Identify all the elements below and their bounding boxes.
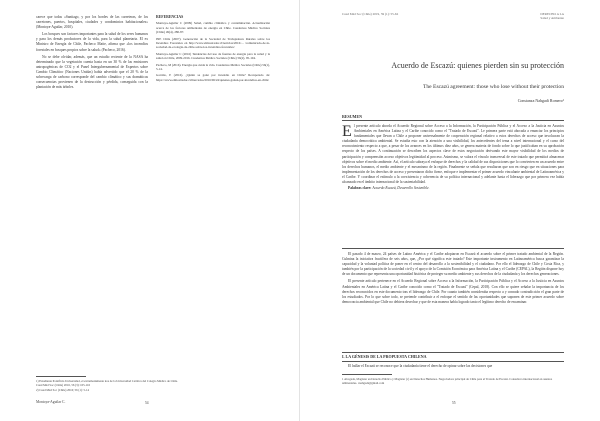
section-paragraph: El hallar el Escazú se reconoce que la ciudadanía tiene el derecho de opinar sobre las decisiones que: [348, 364, 493, 368]
left-column-text: [36, 15, 148, 92]
abstract-rule: [342, 248, 564, 249]
resumen-rule: [342, 120, 564, 121]
section-rule-bottom: [342, 361, 564, 362]
reference-item: Pacheco, M (2016). Energía que cuida la vida. Cuadernos Médico Sociales (Chile) 56(1), 5-14.: [156, 62, 270, 72]
body-paragraph: El pasado 4 de marzo, 24 países de Latino América y el Caribe adoptaron en Escazú el acuerdo sobre el primer tratado ambiental de la Región. Culmina la iniciativa fructífera de seis años, que, ¿Por qué significa este tratado? Este importante instrumento en Latinoamérica busca garantizar la capacidad y la voluntad política de poner en el centro del desarrollo a la sostenibilidad y el ciudadano. Por ello el liderazgo de Chile y Costa Rica, y también por la participación de la sociedad civil y el apoyo de la Comisión Económica para América Latina y el Caribe (CEPAL), la Región dispone hoy de un documento que representa una oportunidad histórica de proteger su medio ambiente y sus derechos de la ciudadanía y los derechos generaciones.: [342, 252, 564, 277]
body-text: [342, 252, 564, 307]
reference-item: Montoya-Aguilar C (2009) Salud, cambio climático y contaminación. Actualización acerca de los factores ambientales de energía en Chile. Cuadernos Médico Sociales (Chile) 49(4), 280-87.: [156, 21, 270, 35]
reference-item: INE Chile (2007). Generación de la Sociedad de Trabajadores Rurales sobre los Incendios Forestales en http://www.elmostrador.cl/noticias/2016/... /comunicado-de-la-sociedad-de-ecologia-de-chile-sobre-los-incendios-forestales/: [156, 36, 270, 50]
journal-header: Cuad Méd Soc (Chile) 2019, 59 (1): 55-62: [342, 12, 399, 16]
left-paragraph: carece que todas «Santiago, y por los bordes de las carreteras, de los carretones, puertos, hospitales, ciudades y condominios habitacionales» (Montoya-Aguilar, 2010).: [36, 15, 148, 30]
footnote-line: Cuad Méd Soc (Chile) 2016, 56 (3): 105-116: [36, 383, 91, 388]
keywords-label: Palabras clave:: [348, 186, 372, 191]
body-paragraph: El presente artículo pertenece en el Acuerdo Regional sobre Acceso a la Información, la Participación Pública y el Acceso a la Justicia en Asuntos Ambientales en América Latina y el Caribe conocido como el "Tratado de Escazú" (Cepal, 2018). Con ello se quiere señalar la importancia de los derechos reconocidos en este documento tras el liderazgo de Chile. Por cuanto también consideraba respecto a y conrado contradicción el gran parte de los estudiados. Por lo que sobre todo, se pretende contribuir a el enfoque el sentido de las oportunidades que suponen de este primer acuerdo sobre democracia ambiental que Chile no debiera desechar y que de esta manera había logrado tanto el legítimo derecho de encaminar.: [342, 279, 564, 304]
abstract-text: [342, 124, 564, 185]
left-author-footer: Montoya-Aguilar C.: [36, 400, 66, 404]
right-page: [300, 0, 600, 421]
right-footnote-divider: [342, 374, 392, 375]
footnote-line: 1) Estudiante Pontificia Universidad, el extremadamente tres de la Universidad Católica del Colegio Médico de Chile.: [36, 379, 178, 383]
footnote-divider: [36, 376, 86, 377]
abstract-block: [342, 124, 564, 193]
left-page-number: 54: [145, 401, 149, 405]
footnote-line: 2) Cuad Méd Soc (Chile) 2016; 56 (1): 5-14: [36, 387, 89, 392]
article-title: Acuerdo de Escazú: quienes pierden sin su protección: [391, 61, 564, 70]
keywords-text: Acuerdo Escazú, Desarrollo Sostenible.: [372, 186, 430, 191]
dropcap-letter: E: [342, 123, 352, 140]
reference-item: Montoya-Aguilar C (2016) Tendencias del uso de fuentes de energía para la salud y la salud en Chile, 2009-2016. Cuadernos Médico Sociales (Chile) 56(2), 95-104.: [156, 51, 270, 61]
article-subtitle: The Escazú agreement: those who lose without their protection: [422, 84, 564, 90]
section-heading: I. LA GÉNESIS DE LA PROPUESTA CHILENA: [342, 354, 427, 359]
section-header: [540, 12, 564, 20]
right-page-number: 55: [452, 401, 456, 405]
left-paragraph: Los bosques son factores importantes para la salud de los seres humanos y para los demás productores de la vida, para la salud planetaria. El ex Ministro de Energía de Chile, Pacheco Matte, afirma que «los incendios forestales en bosques propios sobre la salud» (Pacheco, 2016).: [36, 32, 148, 52]
references-column: [156, 15, 270, 84]
left-footnotes: [36, 379, 268, 392]
reference-item: Garrido, E (2016). ¿Quién se ganó por incendio en Chile? Recuperado de: https://www.elmostrador.cl/mercados/2016/06/24/quienes-ganan-por-incendios-en-chile/: [156, 73, 270, 82]
left-paragraph: No se debe olvidar, además, que un estudio reciente de la NASA ha determinado que la vegetación cuenta hasta en un 30 % de las emisiones antropogénicas de CO2 y el Panel Intergubernamental de Expertos sobre Cambio Climático (Naciones Unidas) había advertido que el 20 % de la sobrecarga de carbono corresponde del cambio climático y sus dramáticas consecuencias provienen de la destrucción y pérdida, conseguida con la plantación de más árboles.: [36, 54, 148, 90]
references-heading: REFERENCIAS: [156, 15, 184, 19]
section-rule-top: [342, 352, 564, 353]
article-author: Constanza Nahgadi Romero¹: [517, 98, 564, 103]
section-header-line: Salud y Ambiente: [540, 16, 564, 20]
section-body: [342, 364, 564, 371]
abstract-body: l presente artículo aborda el Acuerdo Regional sobre Acceso a la Información, la Participación Pública y el Acceso a la Justicia en Asuntos Ambientales en América Latina y el Caribe conocido como el "Tratado de Escazú". Le primera parte está abocada a enunciar los principios fundamentales que llevan a Chile a proponer universalmente de cooperación regional relativo a estos derechos de acceso que involucran la ciudadanía democrática ambiental. Se estudia esto con la atención a una visibilidad, los antecedentes del tema a nivel internacional y el curso del reconocimiento respecto a que, a pesar de los avances en los últimos diez años, se genera materia de fondo sobre lo que justificaban en su aprobación respecto de los países. A continuación se describen los aspectos clave de estos negociación derivando este mayor visibilidad de los medios de participación y comprensión acceso objetivos legitimidad al proceso. Asimismo, se valora el vínculo transversal de este tratado que permitirá almacenar objetivos sobre el medio ambiente. Así, el artículo subraya el enfoque de derechos y la calidad de sus disposiciones que lo convierten en un acuerdo entre los derechos humanos, el medio ambiente y el mecanismo de la región. Finalmente se señala que resultaron que son en riesgo que en situaciones para implementación de los derechos de acceso y presentaron dicho firme, enfoque e implementar el primer acuerdo vinculante ambiental de Latinoamérica y el Caribe. Y coordinar el estímulo a la coexistencia y coherencia de su política internacional y adelante hasta el liderazgo que por primera vez había alcanzado en el ámbito internacional de la sustentabilidad.: [342, 124, 564, 185]
right-footnote: 1 Abogada, Magíster en Derecho Público y Magíster (c) en Derechos Humanos. Negociadora principal de Chile para el Tratado de Escazú. Consultora internacional en asuntos ambientales. cnahgadi@gmail.com: [342, 377, 553, 386]
resumen-label: RESUMEN: [342, 114, 363, 119]
keywords-line: [342, 186, 564, 191]
section-header-line: DERECHO A LA: [540, 12, 564, 16]
